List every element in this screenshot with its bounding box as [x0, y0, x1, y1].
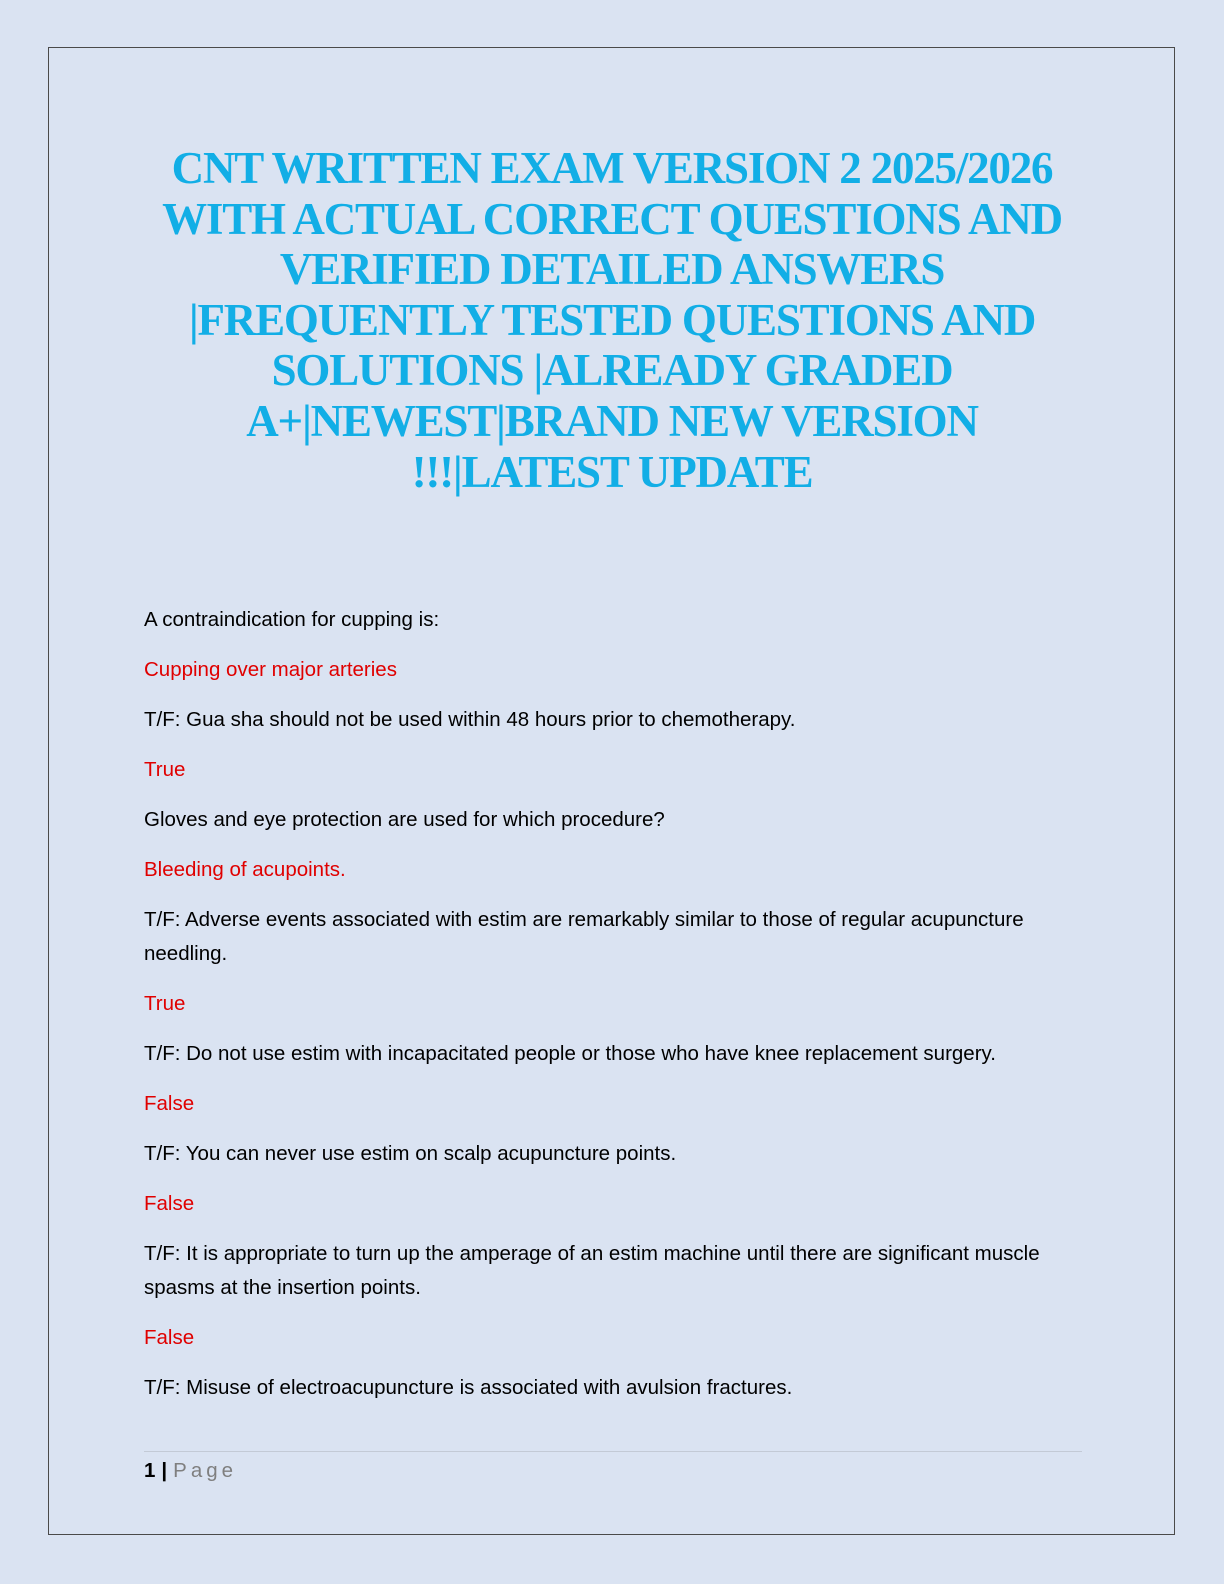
title-line: VERIFIED DETAILED ANSWERS	[279, 244, 945, 295]
title-line: SOLUTIONS |ALREADY GRADED	[271, 345, 953, 396]
question-text: T/F: Do not use estim with incapacitated people or those who have knee replacement surgery.	[144, 1042, 996, 1065]
answer-text: True	[144, 992, 186, 1015]
question-text: T/F: Misuse of electroacupuncture is associated with avulsion fractures.	[144, 1376, 793, 1399]
title-line: CNT WRITTEN EXAM VERSION 2 2025/2026	[171, 143, 1053, 193]
question-text: T/F: You can never use estim on scalp acupuncture points.	[144, 1142, 677, 1165]
title-line: WITH ACTUAL CORRECT QUESTIONS AND	[162, 193, 1062, 244]
footer-divider	[144, 1451, 1082, 1452]
footer-separator: |	[161, 1459, 168, 1482]
question-text: T/F: Adverse events associated with estim are remarkably similar to those of regular acupuncture needling.	[144, 908, 1024, 965]
answer-text: True	[144, 758, 186, 781]
title-line: !!!|LATEST UPDATE	[411, 446, 813, 497]
title-line: A+|NEWEST|BRAND NEW VERSION	[246, 395, 978, 446]
question-text: T/F: Gua sha should not be used within 48 hours prior to chemotherapy.	[144, 708, 796, 731]
question-answer-list	[144, 603, 1084, 1421]
answer-text: False	[144, 1326, 195, 1349]
question-text: Gloves and eye protection are used for which procedure?	[144, 808, 665, 831]
answer-text: Bleeding of acupoints.	[144, 858, 346, 881]
question-text: T/F: It is appropriate to turn up the amperage of an estim machine until there are significant muscle spasms at the insertion points.	[144, 1242, 1040, 1299]
page-footer	[144, 1456, 237, 1486]
title-line: |FREQUENTLY TESTED QUESTIONS AND	[188, 294, 1036, 345]
answer-text: False	[144, 1192, 195, 1215]
answer-text: Cupping over major arteries	[144, 658, 397, 681]
page-label: Page	[173, 1459, 238, 1482]
page-number: 1	[144, 1459, 156, 1482]
question-text: A contraindication for cupping is:	[144, 608, 440, 631]
document-title	[150, 143, 1074, 497]
answer-text: False	[144, 1092, 195, 1115]
